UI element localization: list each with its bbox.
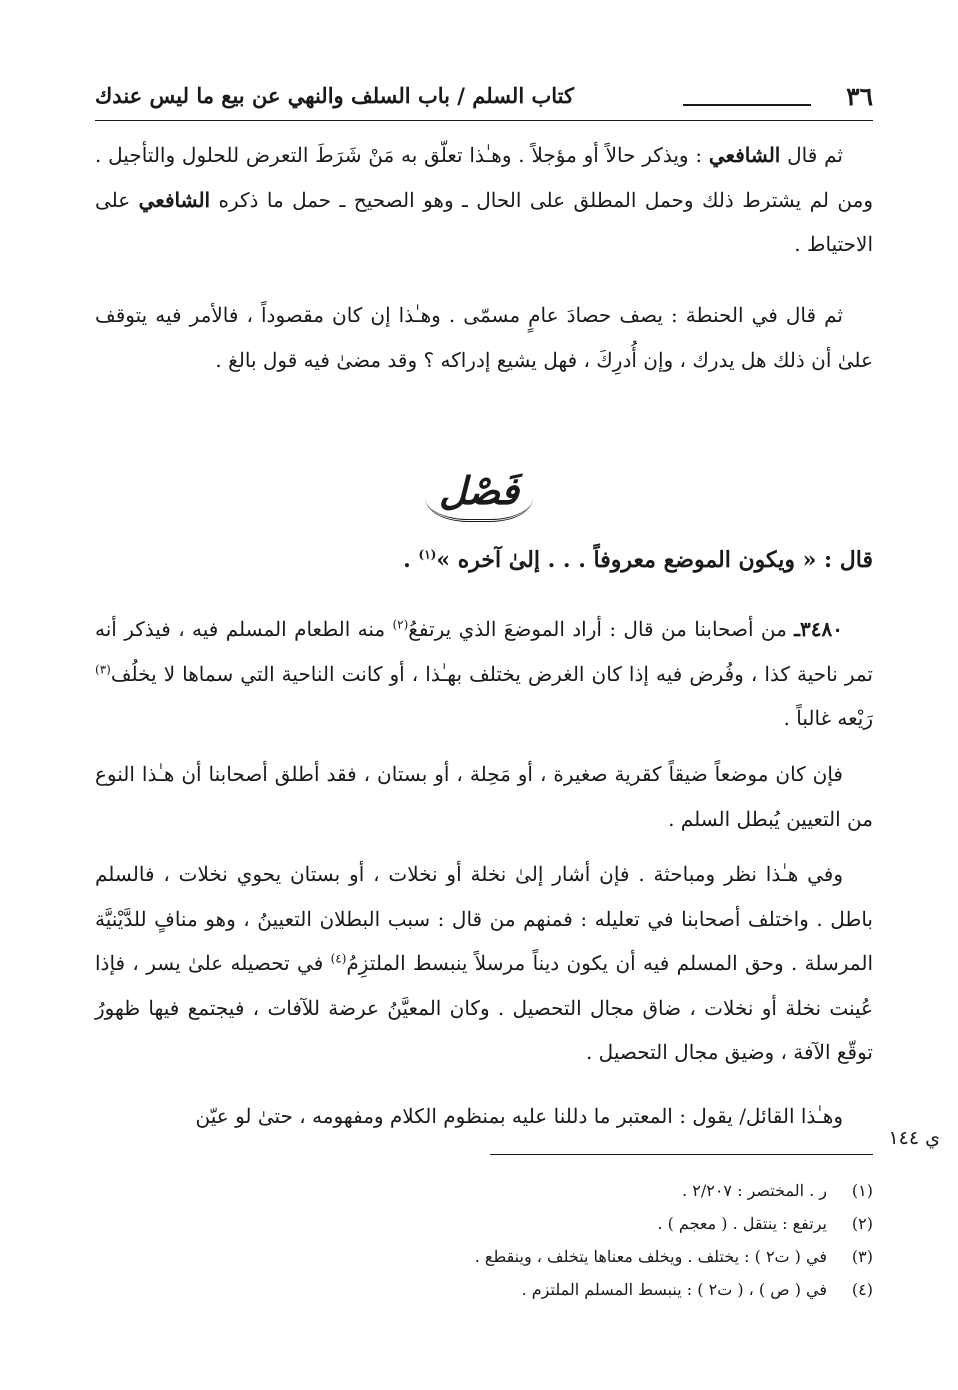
paragraph xyxy=(95,1094,873,1139)
paragraph-text: فإن كان موضعاً ضيقاً كقرية صغيرة ، أو مَحِلة ، أو بستان ، فقد أطلق أصحابنا أن هـٰذا النوع من التعيين يُبطل السلم . xyxy=(95,762,873,831)
footnote-item xyxy=(95,1273,873,1306)
footnote-text: ر . المختصر : ٢/٢٠٧ . xyxy=(682,1181,827,1200)
paragraph-text: في تحصيله علىٰ يسر ، فإذا عُينت نخلة أو نخلات ، ضاق مجال التحصيل . وكان المعيَّنُ عرضة للآفات ، فيجتمع فيها ظهورُ توقّع الآفة ، وضيق مجال التحصيل . xyxy=(95,951,873,1064)
footnote-ref[interactable]: (٣) xyxy=(95,661,111,676)
footnote-number: (٤) xyxy=(851,1280,873,1299)
paragraph-text: وفي هـٰذا نظر ومباحثة . فإن أشار إلىٰ نخلة أو نخلات ، أو بستان يحوي نخلات ، فالسلم باطل . واختلف أصحابنا في تعليله : فمنهم من قال : سبب البطلان التعيينُ ، وهو منافٍ للدَّيْنيَّة المرسلة . وحق المسلم فيه أن يكون ديناً مرسلاً ينبسط الملتزِمُ xyxy=(95,862,873,975)
running-header xyxy=(95,82,873,122)
paragraph xyxy=(95,293,873,382)
paragraph-text: على الاحتياط . xyxy=(95,187,873,256)
fasl-calligraphy: فَصْل xyxy=(425,462,533,522)
paragraph xyxy=(95,133,873,267)
footnotes xyxy=(95,1174,873,1306)
footnote-ref[interactable]: (٤) xyxy=(330,951,347,966)
footnote-text: في ( ص ) ، ( ت٢ ) : ينبسط المسلم الملتزم . xyxy=(521,1280,827,1299)
heading-text: . xyxy=(403,547,419,573)
footnote-number: (٢) xyxy=(851,1214,873,1233)
footnote-text: في ( ت٢ ) : يختلف . ويخلف معناها يتخلف ، وينقطع . xyxy=(474,1247,827,1266)
footnote-item xyxy=(95,1207,873,1240)
heading-text: قال : « ويكون الموضع معروفاً . . . إلىٰ آخره » xyxy=(436,547,873,573)
footnote-item xyxy=(95,1174,873,1207)
paragraph xyxy=(95,752,873,841)
footnote-item xyxy=(95,1240,873,1273)
paragraph-text: رَيْعه غالباً . xyxy=(783,706,873,730)
running-title: كتاب السلم / باب السلف والنهي عن بيع ما ليس عندك xyxy=(95,83,574,108)
name-shafii: الشافعي xyxy=(708,143,781,167)
paragraph-text: وهـٰذا القائل/ يقول : المعتبر ما دللنا عليه بمنظوم الكلام ومفهومه ، حتىٰ لو عيّن xyxy=(195,1104,843,1128)
footnote-ref[interactable]: (٢) xyxy=(392,617,409,632)
paragraph-text: من أصحابنا من قال : أراد الموضعَ الذي يرتفعُ xyxy=(408,617,795,641)
footnote-number: (١) xyxy=(851,1181,873,1200)
margin-reference: ي ١٤٤ xyxy=(888,1127,940,1149)
issue-number: ٣٤٨٠ـ xyxy=(794,617,843,641)
paragraph xyxy=(95,607,873,741)
page-number: ٣٦ xyxy=(846,82,873,111)
paragraph-text: منه الطعام المسلم فيه ، فيذكر أنه تمر ناحية كذا ، وفُرض فيه إذا كان الغرض يختلف بهـٰذا ، أو كانت الناحية التي سماها لا يخلُف xyxy=(95,617,873,686)
paragraph-text: : ويذكر حالاً أو مؤجلاً . وهـٰذا تعلّق به مَنْ شَرَطَ التعرض للحلول والتأجيل . ومن لم يشترط ذلك وحمل المطلق على الحال ـ وهو الصحيح ـ حمل ما ذكره xyxy=(95,143,873,212)
paragraph-text: ثم قال في الحنطة : يصف حصادَ عامٍ مسمّى . وهـٰذا إن كان مقصوداً ، فالأمر فيه يتوقف علىٰ أن ذلك هل يدرك ، وإن أُدرِكَ ، فهل يشيع إدراكه ؟ وقد مضىٰ فيه قول بالغ . xyxy=(95,303,873,372)
paragraph-text: ثم قال xyxy=(780,143,843,167)
footnote-divider xyxy=(490,1154,873,1155)
paragraph xyxy=(95,852,873,1075)
footnote-ref[interactable]: (١) xyxy=(418,547,437,562)
header-dash xyxy=(683,104,811,106)
name-shafii: الشافعي xyxy=(138,187,211,212)
header-rule xyxy=(95,120,873,121)
section-ornament xyxy=(0,462,958,522)
section-heading xyxy=(95,536,873,584)
footnote-number: (٣) xyxy=(851,1247,873,1266)
footnote-text: يرتفع : ينتقل . ( معجم ) . xyxy=(657,1214,827,1233)
